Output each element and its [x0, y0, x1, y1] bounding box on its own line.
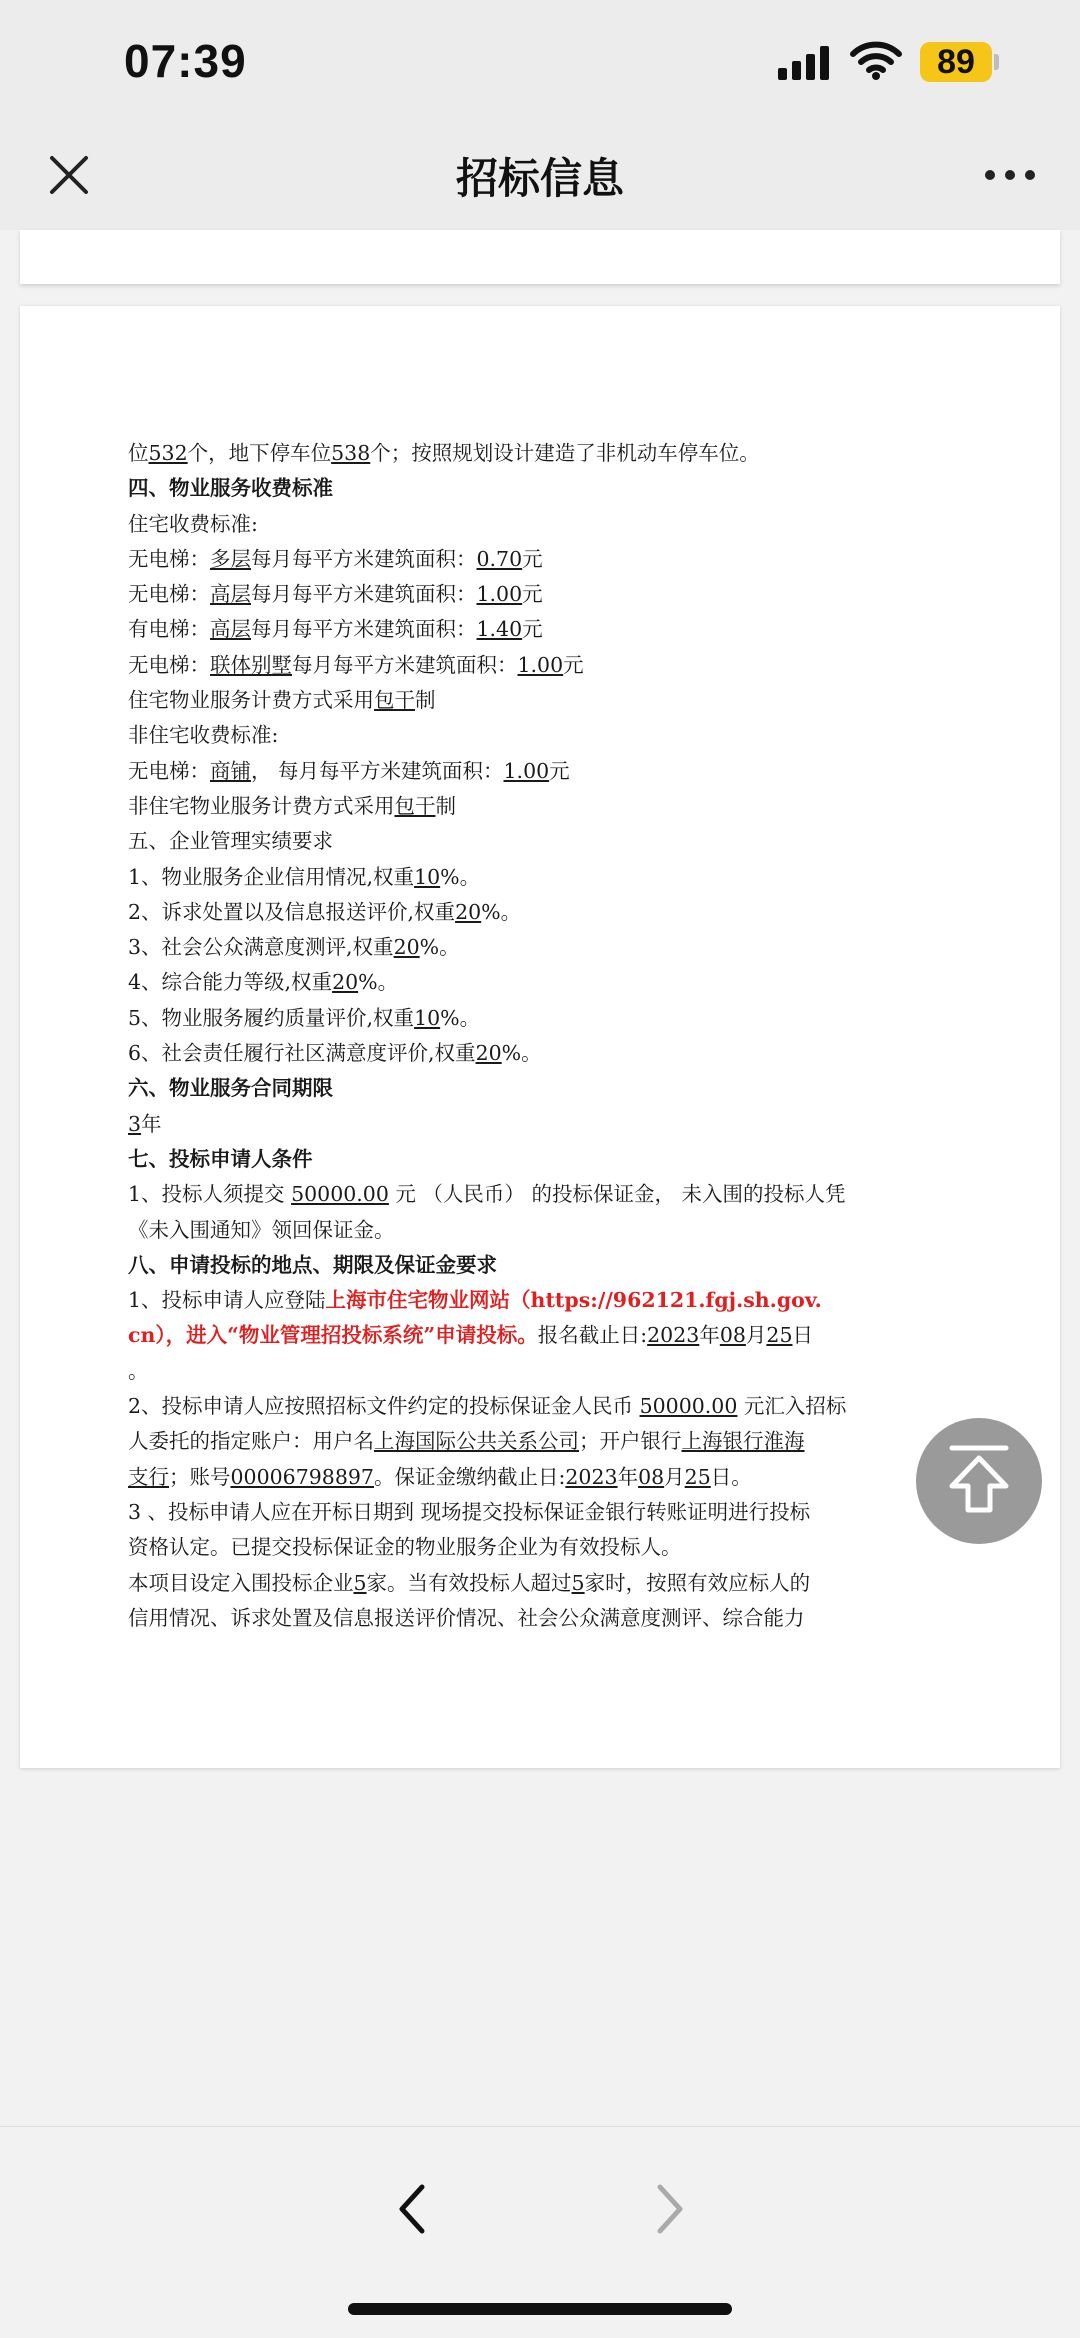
text: 本项目设定入围投标企业: [128, 1570, 354, 1595]
weight-row: [128, 860, 948, 895]
wifi-icon: [850, 40, 902, 80]
status-time: 07:39: [124, 35, 247, 87]
page-title: 招标信息: [455, 154, 624, 203]
text: 上海国际公共关系公司: [374, 1429, 579, 1454]
section-heading: 五、企业管理实绩要求: [128, 829, 333, 854]
text: 20: [455, 899, 482, 924]
text: 家。当有效投标人超过: [366, 1570, 572, 1595]
doc-line: [128, 1283, 948, 1318]
doc-line: [128, 436, 948, 471]
doc-line: [128, 1460, 948, 1495]
scroll-to-top-button[interactable]: [916, 1418, 1042, 1544]
text: 元 （人民币） 的投标保证金， 未入围的投标人凭: [388, 1182, 846, 1207]
home-indicator: [348, 2303, 732, 2315]
text: 有电梯：: [128, 617, 210, 642]
text: 元: [522, 582, 543, 607]
arrow-up-icon: [916, 1418, 1042, 1544]
text: 1.00: [476, 582, 523, 607]
text: 1.00: [503, 758, 550, 783]
battery-cap-icon: [994, 54, 999, 70]
text: 2、诉求处置以及信息报送评价,权重: [128, 899, 456, 924]
text: ；账号: [169, 1464, 231, 1489]
text: 制: [415, 688, 436, 713]
text: 包干: [394, 793, 436, 818]
section-heading: 七、投标申请人条件: [128, 1146, 313, 1171]
text: ；开户银行: [579, 1429, 682, 1454]
text: 6、社会责任履行社区满意度评价,权重: [128, 1041, 476, 1066]
text: 高层: [210, 617, 251, 642]
website-link: 上海市住宅物业网站（https://962121.fgj.sh.gov.: [325, 1288, 822, 1313]
text: %。: [481, 899, 522, 924]
fee-row: [128, 754, 948, 789]
nav-bar: [0, 120, 1080, 230]
status-bar: [0, 0, 1080, 120]
text: 每月每平方米建筑面积：: [292, 652, 518, 677]
text: 2023: [565, 1464, 618, 1489]
text: 50000.00: [291, 1182, 389, 1207]
text: 每月每平方米建筑面积：: [251, 546, 477, 571]
doc-line: [128, 1107, 948, 1142]
text: 非住宅物业服务计费方式采用: [128, 793, 395, 818]
doc-line: 信用情况、诉求处置及信息报送评价情况、社会公众满意度测评、综合能力: [128, 1605, 805, 1630]
doc-line: 资格认定。已提交投标保证金的物业服务企业为有效投标人。: [128, 1535, 682, 1560]
doc-line: [128, 1389, 948, 1424]
text: 无电梯：: [128, 582, 210, 607]
text: %。: [419, 935, 460, 960]
text: cn），进入“物业管理招投标系统”申请投标。: [128, 1323, 538, 1348]
text: 5: [353, 1570, 367, 1595]
text: 532: [148, 441, 188, 465]
text: 。保证金缴纳截止日:: [373, 1464, 566, 1489]
text: 年: [617, 1464, 639, 1489]
text: 25: [684, 1464, 711, 1489]
text: 上海银行淮海: [681, 1429, 805, 1454]
text: 1.40: [476, 617, 523, 642]
doc-line: 住宅收费标准:: [128, 511, 258, 536]
text: 年: [699, 1323, 720, 1348]
text: 制: [435, 793, 456, 818]
text: 2023: [647, 1323, 700, 1348]
text: 2、投标申请人应按照招标文件约定的投标保证金人民币: [128, 1394, 640, 1419]
text: 月: [745, 1323, 767, 1348]
text: 每月每平方米建筑面积：: [251, 617, 477, 642]
text: 个，地下停车位: [187, 441, 332, 465]
fee-row: [128, 648, 948, 683]
section-heading: 八、申请投标的地点、期限及保证金要求: [128, 1252, 497, 1277]
text: 1、投标申请人应登陆: [128, 1288, 326, 1313]
text: 3、社会公众满意度测评,权重: [128, 935, 394, 960]
text: 538: [331, 441, 371, 465]
text: %。: [440, 1005, 481, 1030]
text: %。: [440, 864, 481, 889]
text: 10: [414, 1005, 441, 1030]
weight-row: [128, 1036, 948, 1071]
text: 1、投标人须提交: [128, 1182, 292, 1207]
battery-indicator: 89: [920, 42, 992, 82]
text: 人委托的指定账户：用户名: [128, 1429, 374, 1454]
doc-line: 《未入围通知》领回保证金。: [128, 1217, 395, 1242]
text: 元: [522, 546, 543, 571]
text: 0.70: [476, 546, 523, 571]
text: 商铺: [210, 758, 251, 783]
text: 元: [522, 617, 543, 642]
text: 元汇入招标: [737, 1394, 847, 1419]
text: 支行: [128, 1464, 169, 1489]
doc-line: 。: [128, 1358, 149, 1383]
text: 20: [332, 970, 359, 995]
doc-line: [128, 789, 948, 824]
doc-line: [128, 1566, 948, 1601]
text: 日: [792, 1323, 813, 1348]
text: 每月每平方米建筑面积：: [251, 582, 477, 607]
text: %。: [501, 1041, 542, 1066]
text: 住宅物业服务计费方式采用: [128, 688, 374, 713]
doc-line: 非住宅收费标准:: [128, 723, 279, 748]
weight-row: [128, 965, 948, 1000]
document-content: [128, 436, 948, 1636]
text: 08: [638, 1464, 665, 1489]
text: 多层: [210, 546, 251, 571]
weight-row: [128, 895, 948, 930]
text: 报名截止日:: [537, 1323, 648, 1348]
text: 个；按照规划设计建造了非机动车停车位。: [370, 441, 760, 465]
text: 10: [414, 864, 441, 889]
text: 3: [128, 1111, 142, 1136]
text: 00006798897: [230, 1464, 374, 1489]
section-heading: 四、物业服务收费标准: [128, 476, 333, 501]
bottom-toolbar: [0, 2126, 1080, 2338]
text: 20: [475, 1041, 502, 1066]
text: 高层: [210, 582, 251, 607]
text: %。: [358, 970, 399, 995]
text: 位: [128, 441, 149, 465]
text: 无电梯：: [128, 758, 210, 783]
fee-row: [128, 612, 948, 647]
cellular-signal-icon: [778, 46, 834, 80]
text: 元: [549, 758, 570, 783]
text: 家时，按照有效应标人的: [584, 1570, 811, 1595]
previous-page-sheet: [20, 230, 1060, 284]
text: 50000.00: [639, 1394, 738, 1419]
text: 5、物业服务履约质量评价,权重: [128, 1005, 415, 1030]
fee-row: [128, 577, 948, 612]
doc-line: [128, 1424, 948, 1459]
doc-line: 3 、投标申请人应在开标日期到 现场提交投标保证金银行转账证明进行投标: [128, 1499, 811, 1524]
text: 08: [719, 1323, 746, 1348]
text: 无电梯：: [128, 546, 210, 571]
text: 无电梯：: [128, 652, 210, 677]
doc-line: [128, 1318, 948, 1353]
text: 1.00: [517, 652, 564, 677]
text: 联体别墅: [210, 652, 292, 677]
text: 1、物业服务企业信用情况,权重: [128, 864, 415, 889]
doc-line: [128, 683, 948, 718]
doc-line: [128, 1177, 948, 1212]
text: 4、综合能力等级,权重: [128, 970, 333, 995]
weight-row: [128, 1001, 948, 1036]
weight-row: [128, 930, 948, 965]
text: ， 每月每平方米建筑面积：: [251, 758, 504, 783]
text: 元: [563, 652, 584, 677]
more-options-icon[interactable]: [980, 160, 1040, 190]
fee-row: [128, 542, 948, 577]
text: 日。: [710, 1464, 752, 1489]
text: 年: [141, 1111, 162, 1136]
text: 包干: [374, 688, 415, 713]
text: 5: [571, 1570, 585, 1595]
text: 25: [766, 1323, 793, 1348]
forward-arrow-icon[interactable]: [650, 2179, 690, 2239]
text: 20: [393, 935, 420, 960]
section-heading: 六、物业服务合同期限: [128, 1076, 333, 1101]
text: 月: [664, 1464, 685, 1489]
back-arrow-icon[interactable]: [392, 2179, 432, 2239]
